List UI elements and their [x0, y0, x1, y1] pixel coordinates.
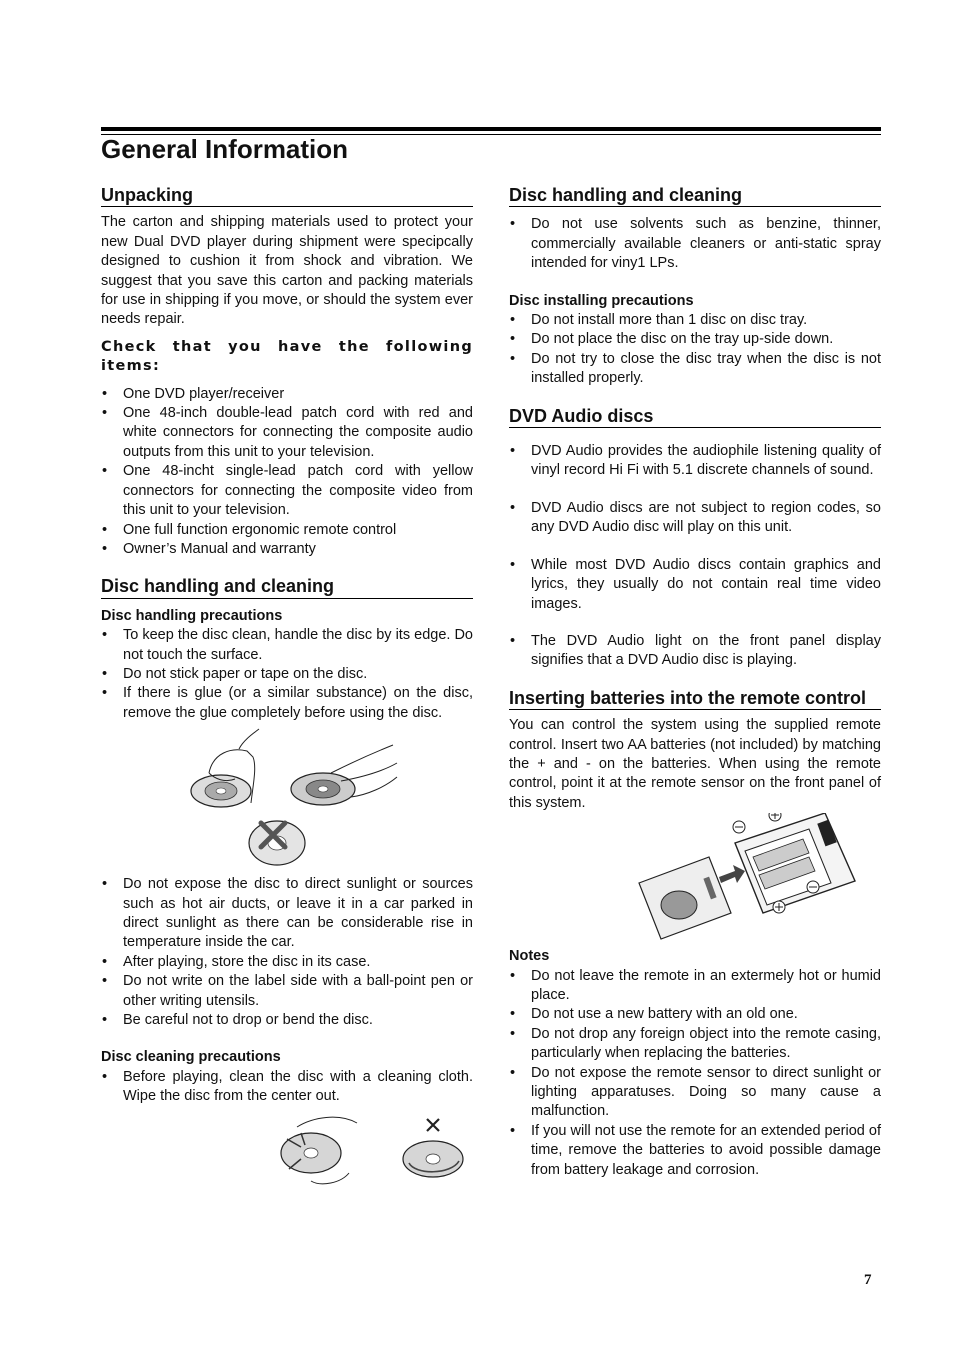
list-item: • Do not try to close the disc tray when the disc is not installed properly.: [509, 350, 881, 389]
disc-handling-heading-right: Disc handling and cleaning: [509, 186, 881, 207]
disc-handling-precautions-heading: Disc handling precautions: [101, 607, 283, 624]
list-item: • If you will not use the remote for an extended period of time, remove the batteries to avoid possible damage from battery leakage and corrosion.: [509, 1122, 881, 1180]
right-column: [509, 186, 881, 1180]
left-column: [101, 186, 473, 1193]
disc-handling-svg: [101, 723, 473, 875]
list-item: • Owner’s Manual and warranty: [101, 540, 473, 559]
notes-heading: Notes: [509, 948, 550, 965]
list-item: • Do not drop any foreign object into the remote casing, particularly when replacing the batteries.: [509, 1025, 881, 1064]
list-item: • One 48-incht single-lead patch cord with yellow connectors for connecting the composite video from this unit to your television.: [101, 462, 473, 520]
disc-cleaning-svg: [101, 1107, 473, 1193]
title-rule-thick: [101, 127, 881, 131]
disc-cleaning-illustration: [101, 1107, 473, 1193]
list-item: • Do not expose the disc to direct sunlight or sources such as hot air ducts, or leave it in a car parked in direct sunlight as there can be considerable rise in temperature inside the car.: [101, 875, 473, 953]
battery-cover-icon: [639, 857, 731, 939]
remote-battery-svg: [509, 813, 881, 943]
disc-held-flat-icon: [291, 745, 397, 805]
disc-installing-list: [509, 311, 881, 389]
disc-storage-list: [101, 875, 473, 1030]
circular-wipe-wrong-icon: [403, 1119, 463, 1177]
check-items-heading: Check that you have the following items:: [101, 338, 473, 375]
batteries-heading: Inserting batteries into the remote control: [509, 689, 881, 710]
list-item: • Do not stick paper or tape on the disc.: [101, 665, 473, 684]
solvents-list: [509, 215, 881, 273]
dvd-audio-heading: DVD Audio discs: [509, 407, 881, 428]
list-item: • One 48-inch double-lead patch cord with red and white connectors for connecting the composite audio outputs from this unit to your television.: [101, 404, 473, 462]
disc-handling-list: [101, 626, 473, 723]
disc-handling-illustration: [101, 723, 473, 875]
unpacking-text: The carton and shipping materials used to protect your new Dual DVD player during shipment were specipcally designed to cushion it from shock and vibration. We suggest that you save this carton and packing materials for use in shipping if you move, or should the system ever needs repair.: [101, 214, 473, 328]
list-item: • Before playing, clean the disc with a cleaning cloth. Wipe the disc from the center out.: [101, 1068, 473, 1107]
list-item: • To keep the disc clean, handle the disc by its edge. Do not touch the surface.: [101, 626, 473, 665]
list-item: • Do not place the disc on the tray up-side down.: [509, 330, 881, 349]
list-item: • DVD Audio discs are not subject to region codes, so any DVD Audio disc will play on this unit.: [509, 499, 881, 538]
list-item: • Do not leave the remote in an extermely hot or humid place.: [509, 967, 881, 1006]
battery-insertion-illustration: [509, 813, 881, 943]
list-item: • One full function ergonomic remote control: [101, 521, 473, 540]
list-item: • DVD Audio provides the audiophile listening quality of vinyl record Hi Fi with 5.1 discrete channels of sound.: [509, 442, 881, 481]
wrong-handling-icon: [249, 821, 305, 865]
list-item: • Do not write on the label side with a ball-point pen or other writing utensils.: [101, 972, 473, 1011]
page-number: 7: [864, 1272, 872, 1288]
list-item: • Do not use a new battery with an old one.: [509, 1005, 881, 1024]
batteries-text: You can control the system using the supplied remote control. Insert two AA batteries (not included) by matching the + and - on the batteries. When using the remote control, point it at the remote sensor on the front panel of this system.: [509, 717, 881, 811]
list-item: • While most DVD Audio discs contain graphics and lyrics, they usually do not contain real time video images.: [509, 556, 881, 614]
unpacking-heading: Unpacking: [101, 186, 473, 207]
list-item: • Do not expose the remote sensor to direct sunlight or lighting apparatuses. Doing so many cause a malfunction.: [509, 1064, 881, 1122]
package-contents-list: [101, 385, 473, 560]
disc-held-by-hand-icon: [191, 729, 259, 807]
notes-list: [509, 967, 881, 1180]
list-item: • Do not install more than 1 disc on disc tray.: [509, 311, 881, 330]
disc-cleaning-list: [101, 1068, 473, 1107]
list-item: • If there is glue (or a similar substance) on the disc, remove the glue completely before using the disc.: [101, 684, 473, 723]
list-item: • After playing, store the disc in its case.: [101, 953, 473, 972]
disc-installing-precautions-heading: Disc installing precautions: [509, 292, 694, 309]
arrow-right-icon: [719, 865, 745, 883]
page-title: General Information: [101, 134, 349, 164]
disc-handling-heading-left: Disc handling and cleaning: [101, 577, 473, 598]
dvd-audio-list: [509, 442, 881, 671]
list-item: • Be careful not to drop or bend the disc.: [101, 1011, 473, 1030]
disc-cleaning-precautions-heading: Disc cleaning precautions: [101, 1049, 281, 1066]
list-item: • One DVD player/receiver: [101, 385, 473, 404]
list-item: • Do not use solvents such as benzine, thinner, commercially available cleaners or anti-static spray intended for viny1 LPs.: [509, 215, 881, 273]
wipe-center-out-icon: [281, 1117, 357, 1184]
list-item: • The DVD Audio light on the front panel display signifies that a DVD Audio disc is playing.: [509, 632, 881, 671]
remote-control-icon: [735, 813, 855, 913]
